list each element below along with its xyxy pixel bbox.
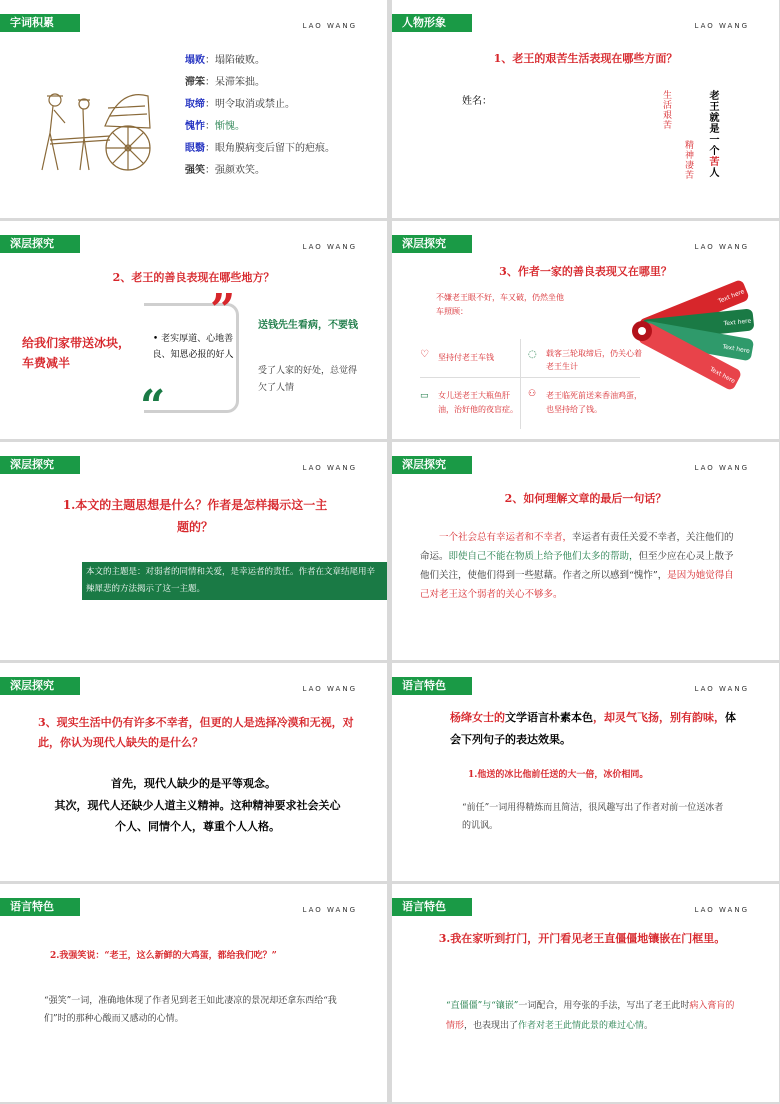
svg-text:Text here: Text here	[723, 317, 752, 328]
header-mark: LAO WANG	[302, 464, 357, 472]
word-item	[185, 94, 335, 116]
question: 1、老王的艰苦生活表现在哪些方面？	[493, 52, 678, 65]
svg-text:Text here: Text here	[708, 365, 737, 385]
example-sentence: 1.他送的冰比他前任送的大一倍，冰价相同。	[468, 770, 649, 780]
word-item	[185, 116, 335, 138]
header-mark: LAO WANG	[302, 685, 357, 693]
word-term: 愧怍	[185, 121, 205, 132]
header-mark: LAO WANG	[694, 464, 749, 472]
answer-box: 本文的主题是：对弱者的同情和关爱，是幸运者的责任。作者在文章结尾用辛辣犀悲的方法揭示了这一主题。	[82, 562, 387, 600]
word-def: 强颜欢笑。	[215, 165, 265, 176]
question: 2、如何理解文章的最后一句话？	[504, 492, 667, 505]
header-mark: LAO WANG	[694, 22, 749, 30]
svg-text:Text here: Text here	[717, 288, 746, 305]
answer-line-1: 首先，现代人缺少的是平等观念。	[111, 777, 276, 790]
header-mark: LAO WANG	[694, 906, 749, 914]
word-item	[185, 72, 335, 94]
slide-kindness-laowang	[0, 221, 387, 439]
divider-v	[520, 339, 521, 429]
section-tag: 深层探究	[0, 456, 80, 474]
image-icon: ▭	[420, 391, 429, 401]
slide-last-sentence	[392, 442, 779, 660]
intro-part-4: 体会下列句子的表达效果。	[450, 711, 736, 746]
family-item-1: 坚持付老王车钱	[438, 353, 494, 362]
answer-part-3: 即使自己不能在物质上给予他们太多的帮助，	[448, 551, 639, 562]
section-tag: 深层探究	[0, 235, 80, 253]
word-def: 明令取消或禁止。	[215, 99, 295, 110]
word-item	[185, 138, 335, 160]
fan-graphic	[630, 273, 770, 393]
people-icon: ⚇	[528, 389, 537, 399]
chat-icon: ◌	[528, 349, 537, 360]
word-sep: ：	[205, 55, 215, 66]
life-hardship-label: 生活艰苦	[661, 90, 671, 130]
word-def: 呆滞笨拙。	[215, 77, 265, 88]
intro-text	[450, 707, 740, 751]
section-tag: 人物形象	[392, 14, 472, 32]
right-point-2: 受了人家的好处，总觉得欠了人情	[258, 366, 358, 393]
family-item-2: 载客三轮取缔后，仍关心着老王生计	[546, 349, 642, 371]
section-tag: 字词积累	[0, 14, 80, 32]
rickshaw-illustration	[10, 78, 155, 178]
name-label: 姓名：	[462, 96, 492, 107]
family-item-4: 老王临死前送来香油鸡蛋，也坚持给了钱。	[546, 391, 642, 414]
word-item	[185, 160, 335, 182]
header-mark: LAO WANG	[302, 906, 357, 914]
top-point: 不嫌老王眼不好，车又破，仍然坐他车照顾：	[436, 293, 564, 316]
slide-character-image	[392, 0, 779, 218]
word-term: 眼翳	[185, 143, 205, 154]
analysis-text: “前任”一词用得精炼而且简洁，很风趣写出了作者对前一位送冰者的讥讽。	[462, 803, 724, 831]
bitter-text-a: 老王就是一个	[707, 90, 718, 156]
heart-icon: ♡	[420, 349, 429, 360]
analysis-part-2: 一词配合，用夸张的手法，写出了老王此时	[518, 1001, 690, 1011]
word-sep: ：	[205, 165, 215, 176]
analysis-part-1: “直僵僵”与“镶嵌”	[446, 1001, 519, 1011]
word-term: 塌败	[185, 55, 205, 66]
word-item	[185, 50, 335, 72]
analysis-part-5: 作者对老王此情此景的难过心情	[518, 1021, 645, 1031]
left-point: 给我们家带送冰块，车费减半	[22, 336, 131, 370]
section-tag: 深层探究	[0, 677, 80, 695]
divider-h	[420, 377, 640, 378]
right-point-1: 送钱先生看病，不要钱	[258, 320, 358, 331]
answer-paragraph	[420, 528, 742, 604]
quote-close-icon: ”	[210, 285, 236, 336]
section-tag: 语言特色	[392, 898, 472, 916]
slide-language-3	[392, 884, 779, 1102]
answer-part-2: 幸运者有责任关爱不幸者，关注他们的命运。	[420, 532, 734, 562]
word-list	[185, 50, 335, 182]
word-sep: ：	[205, 121, 215, 132]
slide-language-1	[392, 663, 779, 881]
slide-language-2	[0, 884, 387, 1102]
section-tag: 深层探究	[392, 456, 472, 474]
word-sep: ：	[205, 99, 215, 110]
section-tag: 深层探究	[392, 235, 472, 253]
bitter-text-b: 苦	[707, 156, 718, 167]
analysis-part-4: ，也表现出了	[464, 1021, 519, 1031]
header-mark: LAO WANG	[694, 243, 749, 251]
example-sentence: 2.我强笑说：“老王，这么新鲜的大鸡蛋，都给我们吃？”	[50, 951, 277, 961]
analysis-part-3: 病入膏肓的情形	[446, 1001, 735, 1031]
analysis-part-6: 。	[644, 1021, 654, 1031]
word-term: 取缔	[185, 99, 205, 110]
analysis-text	[446, 996, 736, 1036]
slide-word-accumulation	[0, 0, 387, 218]
header-mark: LAO WANG	[694, 685, 749, 693]
bitter-person-label	[705, 90, 720, 178]
word-def: 惭愧。	[215, 121, 245, 132]
word-def: 眼角膜病变后留下的疤痕。	[215, 143, 335, 154]
analysis-text: “强笑”一词，准确地体现了作者见到老王如此凄凉的景况却还拿东西给“我们”时的那种心酸而又感动的心情。	[44, 996, 337, 1024]
intro-part-2: 文学语言朴素本色	[505, 711, 593, 724]
answer-part-1: 一个社会总有幸运者和不幸者，	[439, 532, 573, 543]
center-text: • 老实厚道、心地善良、知恩必报的好人	[152, 334, 234, 360]
word-sep: ：	[205, 77, 215, 88]
section-tag: 语言特色	[392, 677, 472, 695]
slide-kindness-family	[392, 221, 779, 439]
question: 3、作者一家的善良表现又在哪里？	[499, 265, 672, 278]
header-mark: LAO WANG	[302, 243, 357, 251]
word-term: 强笑	[185, 165, 205, 176]
word-def: 塌陷破败。	[215, 55, 265, 66]
answer-line-2: 其次，现代人还缺少人道主义精神。这种精神要求社会关心个人、同情个人，尊重个人人格。	[54, 799, 341, 833]
section-tag: 语言特色	[0, 898, 80, 916]
word-sep: ：	[205, 143, 215, 154]
header-mark: LAO WANG	[302, 22, 357, 30]
example-sentence: 3.我在家听到打门，开门看见老王直僵僵地镶嵌在门框里。	[438, 932, 726, 945]
bitter-text-c: 人	[707, 167, 718, 178]
slide-theme	[0, 442, 387, 660]
intro-part-1: 杨绛女士的	[450, 711, 505, 724]
answer-part-5: 是因为她觉得自己对老王这个弱者的关心不够多。	[420, 570, 734, 600]
family-item-3: 女儿送老王大瓶鱼肝油，治好他的夜盲症。	[438, 391, 518, 414]
slide-modern-people	[0, 663, 387, 881]
spirit-misery-label: 精神凄苦	[683, 140, 693, 180]
intro-part-3: ，却灵气飞扬，别有韵味，	[593, 711, 725, 724]
question: 2、老王的善良表现在哪些地方？	[112, 271, 275, 284]
question: 1.本文的主题思想是什么？作者是怎样揭示这一主题的？	[62, 498, 328, 534]
question: 3、现实生活中仍有许多不幸者，但更的人是选择冷漠和无视，对此，你认为现代人缺失的是什么？	[38, 716, 354, 749]
answer-part-4: 但至少应在心灵上散予他们关注，使他们得到一些慰藉。作者之所以感到“愧怍”，	[420, 551, 734, 581]
svg-text:Text here: Text here	[721, 343, 751, 355]
quote-open-icon: “	[140, 381, 166, 432]
word-term: 滞笨	[185, 77, 205, 88]
